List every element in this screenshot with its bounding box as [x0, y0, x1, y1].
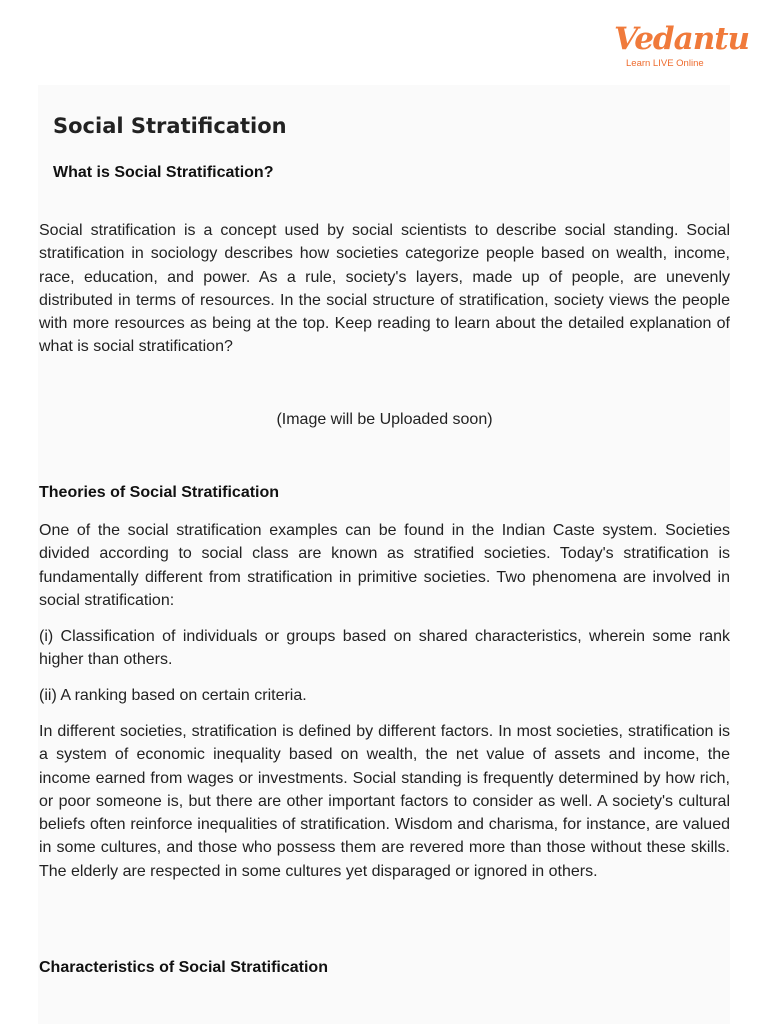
logo-tagline: Learn LIVE Online [626, 58, 704, 69]
logo-wordmark: Vedantu [614, 21, 750, 57]
intro-paragraph: Social stratification is a concept used by social scientists to describe social standing. Social stratification in sociology describes how societies categorize people based on wealth, income, race, education, and power. As a rule, society's layers, made up of people, are unevenly distributed in terms of resources. In the social structure of stratification, society views the people with more resources as being at the top. Keep reading to learn about the detailed explanation of what is social stratification? [39, 222, 730, 356]
characteristics-heading: Characteristics of Social Stratification [39, 959, 328, 976]
theories-point-1: (i) Classification of individuals or groups based on shared characteristics, wherein some rank higher than others. [39, 628, 730, 669]
theories-paragraph-2: In different societies, stratification is defined by different factors. In most societies, stratification is a system of economic inequality based on wealth, the net value of assets and income, the income earned from wages or investments. Social standing is frequently determined by how rich, or poor someone is, but there are other important factors to consider as well. A society's cultural beliefs often reinforce inequalities of stratification. Wisdom and charisma, for instance, are valued in some cultures, and those who possess them are revered more than those without these skills. The elderly are respected in some cultures yet disparaged or ignored in others. [39, 723, 730, 880]
image-placeholder: (Image will be Uploaded soon) [276, 411, 493, 428]
intro-heading: What is Social Stratification? [53, 164, 274, 181]
theories-point-2: (ii) A ranking based on certain criteria. [39, 687, 307, 704]
page-title: Social Stratification [53, 114, 287, 138]
theories-heading: Theories of Social Stratification [39, 484, 280, 501]
vedantu-logo [610, 20, 750, 72]
theories-paragraph-1: One of the social stratification examples can be found in the Indian Caste system. Societies divided according to social class are known as stratified societies. Today's stratification is fundamentally different from stratification in primitive societies. Two phenomena are involved in social stratification: [39, 522, 730, 609]
